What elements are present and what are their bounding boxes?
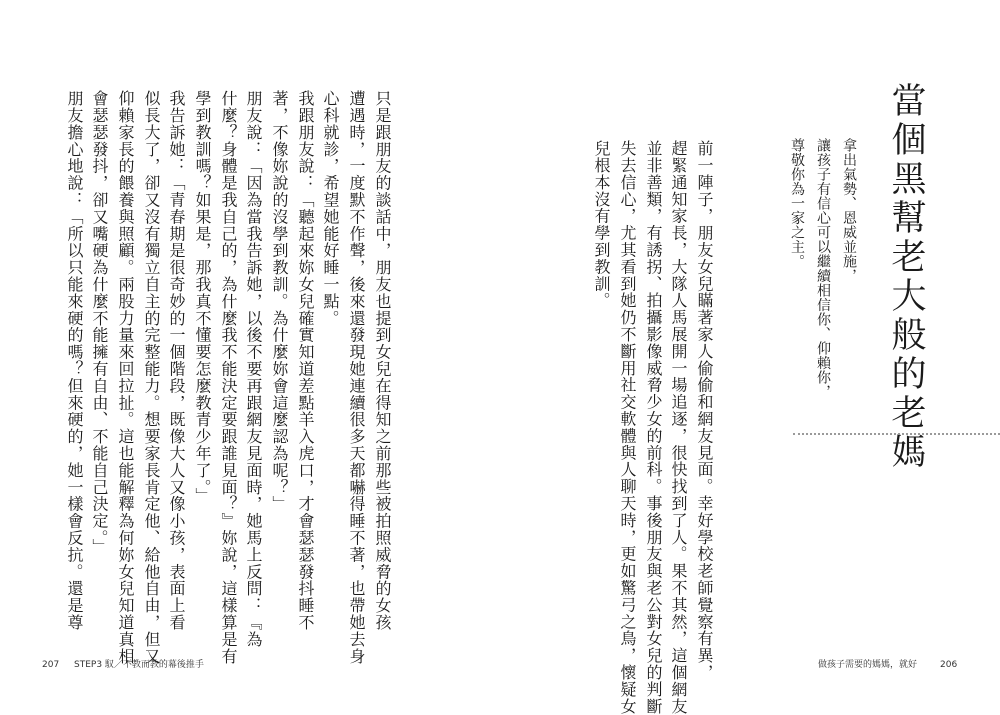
right-body-column-3: 並非善類，有誘拐、拍攝影像威脅少女的前科。事後朋友與老公對女兒的判斷 bbox=[644, 140, 663, 715]
body-column-3: 仰賴家長的餵養與照顧。兩股力量來回拉扯。這也能解釋為何妳女兒知道真相 bbox=[116, 90, 135, 665]
page-number-left: 207 bbox=[42, 660, 60, 670]
body-column-8: 朋友說：「因為當我告訴她，以後不要再跟網友見面時，她馬上反問：『為 bbox=[244, 90, 263, 648]
body-column-2: 會瑟瑟發抖，卻又嘴硬為什麼不能擁有自由、不能自己決定。」 bbox=[90, 90, 109, 556]
dotted-divider bbox=[793, 433, 1000, 435]
page-number-right: 206 bbox=[940, 660, 958, 670]
body-column-7: 什麼？身體是我自己的，為什麼我不能決定要跟誰見面？』妳說，這樣算是有 bbox=[219, 90, 238, 665]
body-column-6: 學到教訓嗎？如果是，那我真不懂要怎麼教青少年了。」 bbox=[193, 90, 212, 505]
right-body-column-4: 失去信心，尤其看到她仍不斷用社交軟體與人聊天時，更如驚弓之鳥，懷疑女 bbox=[618, 140, 637, 715]
body-column-13: 只是跟朋友的談話中，朋友也提到女兒在得知之前那些被拍照威脅的女孩 bbox=[373, 90, 392, 631]
subtitle-line-1: 拿出氣勢、恩威並施， bbox=[841, 138, 857, 283]
subtitle-line-3: 尊敬你為一家之主。 bbox=[789, 138, 805, 269]
body-column-1: 朋友擔心地說：「所以只能來硬的嗎？但來硬的，她一樣會反抗。還是尊 bbox=[65, 90, 84, 631]
right-body-column-2: 趕緊通知家長，大隊人馬展開一場追逐，很快找到了人。果不其然，這個網友 bbox=[669, 140, 688, 715]
body-column-5: 我告訴她：「青春期是很奇妙的一個階段，既像大人又像小孩，表面上看 bbox=[167, 90, 186, 631]
subtitle-line-2: 讓孩子有信心可以繼續相信你、仰賴你， bbox=[815, 138, 831, 399]
running-header-right: 做孩子需要的媽媽，就好 bbox=[818, 660, 918, 670]
right-body-column-1: 前一陣子，朋友女兒瞞著家人偷偷和網友見面。幸好學校老師覺察有異， bbox=[695, 140, 714, 681]
left-page bbox=[0, 0, 500, 709]
body-column-10: 我跟朋友說：「聽起來妳女兒確實知道差點羊入虎口，才會瑟瑟發抖睡不 bbox=[296, 90, 315, 631]
body-column-9: 著，不像妳說的沒學到教訓。為什麼妳會這麼認為呢？」 bbox=[270, 90, 289, 513]
right-body-column-5: 兒根本沒有學到教訓。 bbox=[592, 140, 611, 309]
chapter-title: 當個黑幫老大般的老媽 bbox=[886, 82, 926, 472]
body-column-12: 遭遇時，一度默不作聲，後來還發現她連續很多天都嚇得睡不著，也帶她去身 bbox=[347, 90, 366, 665]
body-column-4: 似長大了，卻又沒有獨立自主的完整能力。想要家長肯定他、給他自由，但又 bbox=[142, 90, 161, 665]
running-header-left: STEP3 馭／不教而教的幕後推手 bbox=[74, 660, 204, 670]
body-column-11: 心科就診，希望她能好睡一點。 bbox=[321, 90, 340, 327]
